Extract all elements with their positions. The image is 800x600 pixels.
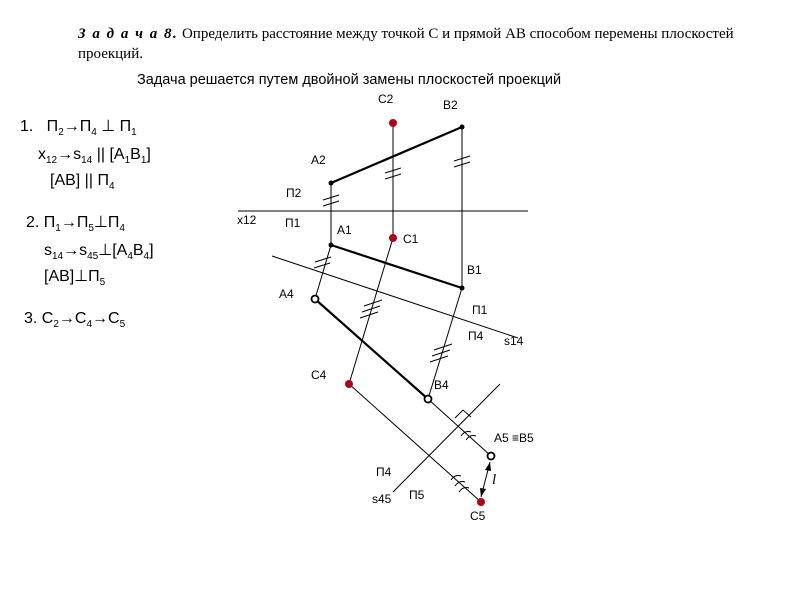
label-c4: C4: [311, 368, 327, 382]
step-1-line-2: $x_{12}\to s_{14}$ || $[A_1B_1]$: [38, 146, 151, 167]
label-s14: s14: [504, 334, 524, 348]
label-c5: C5: [470, 509, 486, 523]
label-a5-b5: A5 ≡B5: [494, 431, 534, 445]
label-s45: s45: [372, 492, 392, 506]
arrow-down-icon: [480, 488, 486, 497]
step-2-line-2: $s_{14}\to s_{45}\perp[A_4B_4]$: [44, 242, 154, 263]
step-2-title: 2. $П_1\to П_5\perp П_4$: [26, 214, 125, 235]
label-c1: C1: [403, 232, 419, 246]
point-b1: [460, 286, 465, 291]
label-c2: C2: [378, 92, 394, 106]
point-b4: [425, 396, 432, 403]
label-p1: П1: [285, 216, 301, 230]
label-p5: П5: [409, 488, 425, 502]
label-b4: B4: [434, 378, 449, 392]
point-c2: [389, 119, 397, 127]
point-c5: [477, 498, 485, 506]
step-3-title: 3. $C_2\to C_4\to C_5$: [24, 310, 126, 331]
segment-a2b2: [331, 127, 462, 183]
label-a1: A1: [337, 223, 352, 237]
link-c4-c5: [349, 384, 481, 502]
point-c1: [389, 234, 397, 242]
label-x12: x12: [237, 213, 257, 227]
arc-marks: [451, 432, 476, 493]
right-angle-mark: [455, 410, 471, 418]
label-a4: A4: [279, 287, 294, 301]
segment-a1b1: [331, 245, 462, 288]
point-a1: [329, 243, 334, 248]
step-1-line-3: [AB] || $П_4$: [50, 172, 115, 193]
arrow-up-icon: [485, 462, 491, 471]
label-p4-s45: П4: [376, 465, 392, 479]
label-p1-s14: П1: [472, 303, 488, 317]
tick-marks: [314, 156, 470, 362]
label-b1: B1: [467, 263, 482, 277]
task-text: Определить расстояние между точкой С и прямой АВ способом перемены плоскостей проекций.: [78, 26, 734, 62]
task-label: З а д а ч а 8.: [78, 26, 179, 42]
label-p2: П2: [286, 186, 302, 200]
step-2-line-3: $[AB]\perp П_5$: [44, 268, 106, 289]
label-l: l: [492, 472, 497, 488]
point-a4: [312, 296, 319, 303]
label-a2: A2: [311, 153, 326, 167]
point-b2: [460, 125, 465, 130]
point-a2: [329, 181, 334, 186]
point-c4: [345, 380, 353, 388]
label-b2: B2: [443, 98, 458, 112]
point-a5b5: [488, 453, 495, 460]
method-subtitle: Задача решается путем двойной замены плоскостей проекций: [137, 72, 562, 88]
step-1-title: 1. $П_2\to П_4$ ⊥ $П_1$: [20, 118, 137, 139]
label-p4: П4: [468, 329, 484, 343]
link-a1-a4: [315, 245, 331, 299]
